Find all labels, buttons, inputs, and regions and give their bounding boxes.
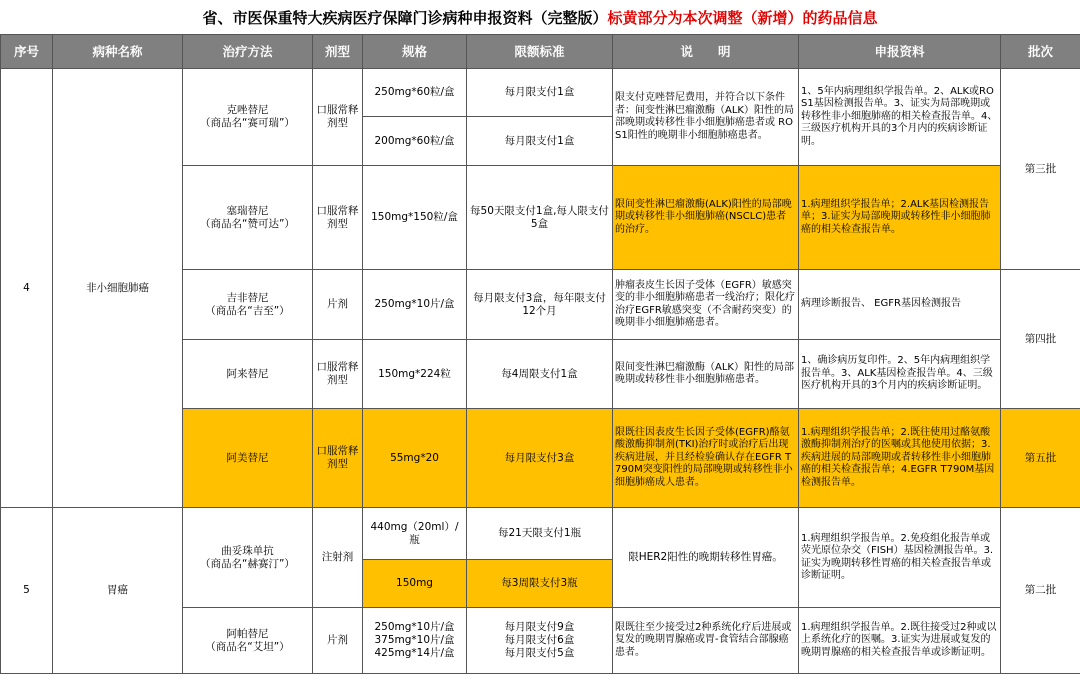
drug-form: 口服常释剂型 (313, 69, 363, 166)
drug-form: 注射剂 (313, 508, 363, 608)
header-docs: 申报资料 (799, 35, 1001, 69)
drug-docs: 1、5年内病理组织学报告单。2、ALK或ROS1基因检测报告单。3、证实为局部晚期或转移性非小细胞肺癌的相关检查报告单。4、三级医疗机构开具的3个月内的疾病诊断证明。 (799, 69, 1001, 166)
drug-note: 限间变性淋巴瘤激酶（ALK）阳性的局部晚期或转移性非小细胞肺癌患者。 (613, 340, 799, 409)
drug-name: 曲妥珠单抗 (221, 544, 274, 557)
drug-form: 片剂 (313, 270, 363, 340)
drug-trade-name: （商品名“艾坦”） (205, 640, 290, 653)
drug-limit: 每21天限支付1瓶 (467, 508, 613, 560)
drug-note: 限间变性淋巴瘤激酶(ALK)阳性的局部晚期或转移性非小细胞肺癌(NSCLC)患者的治疗。 (613, 166, 799, 270)
drug-spec: 425mg*14片/盒 (374, 647, 455, 659)
drug-note: 限支付克唑替尼费用，并符合以下条件者：间变性淋巴瘤激酶（ALK）阳性的局部晚期或转移性非小细胞肺癌患者或 ROS1阳性的晚期非小细胞肺癌患者。 (613, 69, 799, 166)
drug-docs: 1.病理组织学报告单；2.ALK基因检测报告单；3.证实为局部晚期或转移性非小细胞肺癌的相关检查报告单。 (799, 166, 1001, 270)
drug-trade-name: （商品名“赫赛汀”） (200, 557, 295, 570)
drug-spec: 250mg*60粒/盒 (363, 69, 467, 117)
header-form: 剂型 (313, 35, 363, 69)
drug-limit-cell (467, 608, 613, 674)
drug-trade-name: （商品名“赞可达”） (200, 217, 295, 230)
drug-name: 阿帕替尼 (226, 627, 269, 640)
drug-limit: 每月限支付1盒 (467, 117, 613, 166)
drug-limit: 每月限支付3盒 (467, 409, 613, 508)
drug-name-cell (183, 608, 313, 674)
drug-limit: 每月限支付5盒 (504, 647, 575, 659)
drug-note: 限既往至少接受过2种系统化疗后进展或复发的晚期胃腺癌或胃-食管结合部腺癌患者。 (613, 608, 799, 674)
drug-form: 口服常释剂型 (313, 166, 363, 270)
header-disease: 病种名称 (53, 35, 183, 69)
drug-limit: 每3周限支付3瓶 (467, 560, 613, 608)
document-title (0, 0, 1080, 34)
drug-name-cell (183, 508, 313, 608)
table-row (1, 508, 1080, 560)
drug-limit: 每月限支付1盒 (467, 69, 613, 117)
drug-docs: 病理诊断报告、 EGFR基因检测报告 (799, 270, 1001, 340)
drug-spec: 440mg（20ml）/瓶 (363, 508, 467, 560)
header-treatment: 治疗方法 (183, 35, 313, 69)
drug-form: 片剂 (313, 608, 363, 674)
batch-cell: 第三批 (1001, 69, 1080, 270)
drug-limit: 每月限支付3盒，每年限支付12个月 (467, 270, 613, 340)
header-note: 说 明 (613, 35, 799, 69)
title-note: 标黄部分为本次调整（新增）的药品信息 (607, 8, 878, 27)
drug-note: 限既往因表皮生长因子受体(EGFR)酪氨酸激酶抑制剂(TKI)治疗时或治疗后出现疾病进展，并且经检验确认存在EGFR T790M突变阳性的局部晚期或转移性非小细胞肺癌成人患者。 (613, 409, 799, 508)
drug-name: 吉非替尼 (226, 291, 269, 304)
drug-spec: 55mg*20 (363, 409, 467, 508)
drug-spec: 250mg*10片/盒 (374, 621, 455, 633)
batch-cell: 第五批 (1001, 409, 1080, 508)
drug-name: 阿美替尼 (226, 451, 269, 464)
table-row (1, 69, 1080, 117)
drug-limit: 每50天限支付1盒,每人限支付5盒 (467, 166, 613, 270)
drug-form: 口服常释剂型 (313, 409, 363, 508)
drug-note: 肿瘤表皮生长因子受体（EGFR）敏感突变的非小细胞肺癌患者一线治疗；限化疗治疗EGFR敏感突变（不含耐药突变）的晚期非小细胞肺癌患者。 (613, 270, 799, 340)
drug-trade-name: （商品名“吉至”） (205, 304, 290, 317)
drug-limit: 每4周限支付1盒 (467, 340, 613, 409)
drug-name-cell (183, 166, 313, 270)
drug-name-cell (183, 270, 313, 340)
drug-name: 塞瑞替尼 (226, 204, 269, 217)
drug-spec: 200mg*60粒/盒 (363, 117, 467, 166)
drug-spec: 150mg (363, 560, 467, 608)
drug-spec: 250mg*10片/盒 (363, 270, 467, 340)
group-disease: 胃癌 (53, 508, 183, 674)
drug-note: 限HER2阳性的晚期转移性胃癌。 (613, 508, 799, 608)
disease-table (0, 34, 1080, 674)
batch-cell: 第四批 (1001, 270, 1080, 409)
drug-docs: 1.病理组织学报告单；2.既往使用过酪氨酸激酶抑制剂治疗的医嘱或其他使用依据；3.疾病进展的局部晚期或者转移性非小细胞肺癌的相关检查报告单；4.EGFR T790M基因检测报告单。 (799, 409, 1001, 508)
drug-spec: 150mg*150粒/盒 (363, 166, 467, 270)
drug-docs: 1、确诊病历复印件。2、5年内病理组织学报告单。3、ALK基因检查报告单。4、三级医疗机构开具的3个月内的疾病诊断证明。 (799, 340, 1001, 409)
drug-docs: 1.病理组织学报告单。2.免疫组化报告单或荧光原位杂交（FISH）基因检测报告单。3.证实为晚期转移性胃癌的相关检查报告单或诊断证明。 (799, 508, 1001, 608)
drug-spec-cell (363, 608, 467, 674)
header-spec: 规格 (363, 35, 467, 69)
drug-spec: 150mg*224粒 (363, 340, 467, 409)
drug-name-cell (183, 409, 313, 508)
group-no: 5 (1, 508, 53, 674)
header-limit: 限额标准 (467, 35, 613, 69)
header-row (1, 35, 1080, 69)
drug-name-cell (183, 340, 313, 409)
drug-trade-name: （商品名“赛可瑞”） (200, 117, 295, 129)
title-main: 省、市医保重特大疾病医疗保障门诊病种申报资料（完整版） (202, 8, 608, 27)
group-no: 4 (1, 69, 53, 508)
drug-limit: 每月限支付6盒 (504, 634, 575, 646)
drug-name: 克唑替尼 (226, 104, 269, 116)
drug-name: 阿来替尼 (226, 367, 269, 380)
drug-form: 口服常释剂型 (313, 340, 363, 409)
header-no: 序号 (1, 35, 53, 69)
batch-cell: 第二批 (1001, 508, 1080, 674)
drug-limit: 每月限支付9盒 (504, 621, 575, 633)
header-batch: 批次 (1001, 35, 1080, 69)
drug-docs: 1.病理组织学报告单。2.既往接受过2种或以上系统化疗的医嘱。3.证实为进展或复发的晚期胃腺癌的相关检查报告单或诊断证明。 (799, 608, 1001, 674)
drug-name-cell (183, 69, 313, 166)
drug-spec: 375mg*10片/盒 (374, 634, 455, 646)
group-disease: 非小细胞肺癌 (53, 69, 183, 508)
